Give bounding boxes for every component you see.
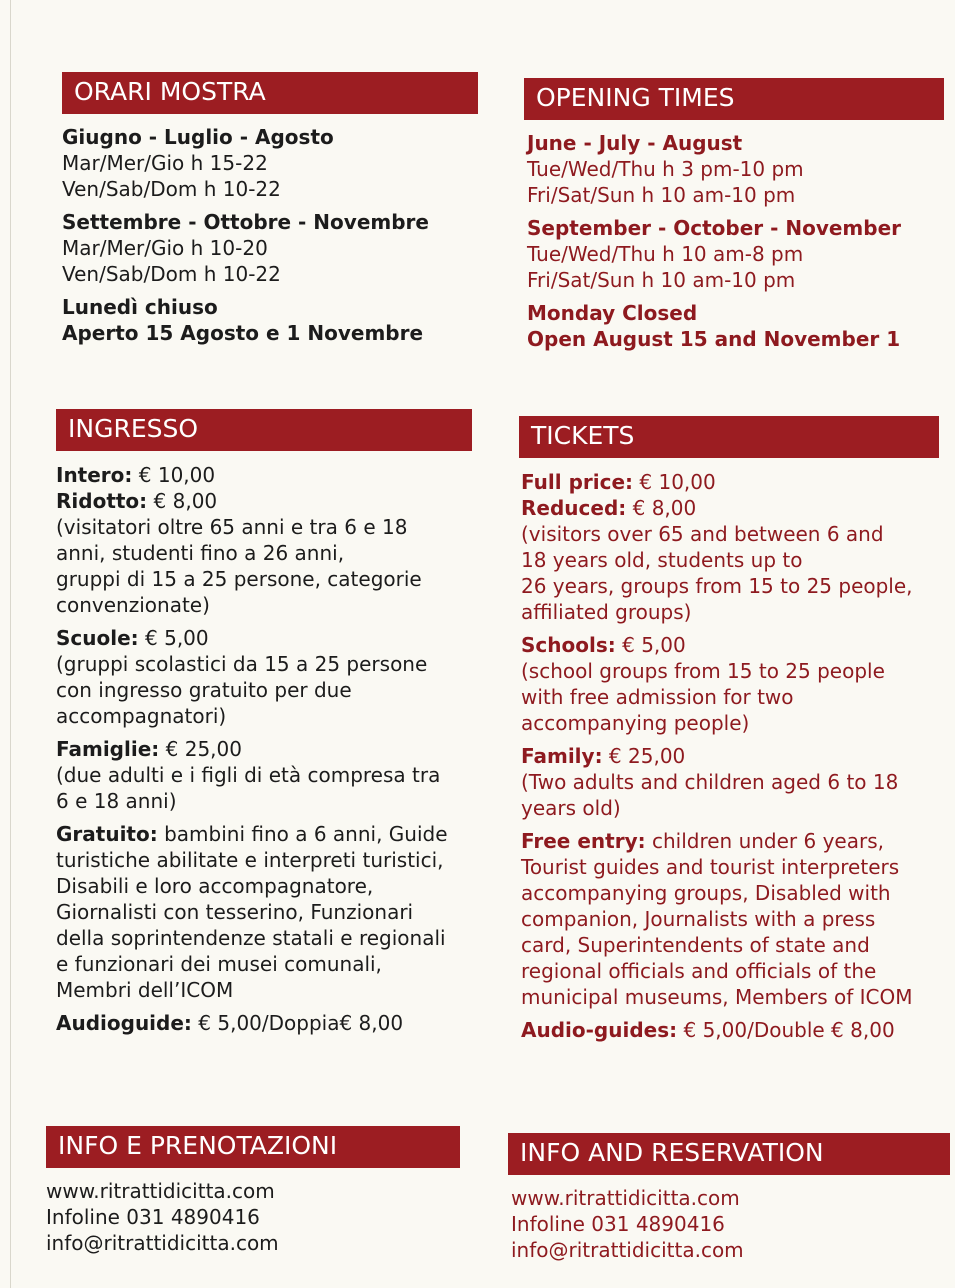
- it-free-entry: Gratuito: bambini fino a 6 anni, Guide: [56, 822, 448, 846]
- it-reduced-note: anni, studenti fino a 26 anni,: [56, 541, 345, 565]
- it-full-price: Intero: € 10,00: [56, 463, 216, 487]
- en-hours-block: [527, 130, 901, 352]
- en-autumn-weekdays: Tue/Wed/Thu h 10 am-8 pm: [527, 242, 804, 266]
- en-free-note: card, Superintendents of state and: [521, 933, 870, 957]
- it-hours-title: ORARI MOSTRA: [74, 77, 266, 106]
- it-autumn-months: Settembre - Ottobre - Novembre: [62, 210, 429, 234]
- it-autumn-weekdays: Mar/Mer/Gio h 10-20: [62, 236, 268, 260]
- it-audioguide-price: Audioguide: € 5,00/Doppia€ 8,00: [56, 1011, 404, 1035]
- en-summer-weekend: Fri/Sat/Sun h 10 am-10 pm: [527, 183, 796, 207]
- en-tickets-title: TICKETS: [531, 421, 635, 450]
- en-full-price: Full price: € 10,00: [521, 470, 716, 494]
- en-reduced-note: 26 years, groups from 15 to 25 people,: [521, 574, 913, 598]
- en-tickets-header: [519, 416, 939, 458]
- en-free-note: municipal museums, Members of ICOM: [521, 985, 913, 1009]
- it-reduced-price: Ridotto: € 8,00: [56, 489, 218, 513]
- en-schools-price: Schools: € 5,00: [521, 633, 686, 657]
- it-website-link[interactable]: www.ritrattidicitta.com: [46, 1179, 275, 1203]
- en-autumn-months: September - October - November: [527, 216, 902, 240]
- en-hours-title: OPENING TIMES: [536, 83, 735, 112]
- it-hours-header: [62, 72, 478, 114]
- it-reduced-note: convenzionate): [56, 593, 210, 617]
- it-free-note: della soprintendenze statali e regionali: [56, 926, 446, 950]
- en-hours-header: [524, 78, 944, 120]
- en-reduced-note: (visitors over 65 and between 6 and: [521, 522, 884, 546]
- en-info-header: [508, 1133, 950, 1175]
- en-family-note: years old): [521, 796, 621, 820]
- it-summer-weekend: Ven/Sab/Dom h 10-22: [62, 177, 281, 201]
- en-email-link[interactable]: info@ritrattidicitta.com: [511, 1238, 744, 1262]
- en-family-note: (Two adults and children aged 6 to 18: [521, 770, 899, 794]
- it-hours-block: [62, 124, 429, 346]
- it-summer-months: Giugno - Luglio - Agosto: [62, 125, 334, 149]
- it-autumn-weekend: Ven/Sab/Dom h 10-22: [62, 262, 281, 286]
- en-free-note: accompanying groups, Disabled with: [521, 881, 891, 905]
- it-tickets-block: [56, 462, 448, 1036]
- it-free-note: Disabili e loro accompagnatore,: [56, 874, 374, 898]
- en-free-note: Tourist guides and tourist interpreters: [521, 855, 900, 879]
- it-phone: Infoline 031 4890416: [46, 1205, 260, 1229]
- en-schools-note: with free admission for two: [521, 685, 794, 709]
- en-website-link[interactable]: www.ritrattidicitta.com: [511, 1186, 740, 1210]
- it-info-block: [46, 1178, 279, 1256]
- it-schools-note: accompagnatori): [56, 704, 227, 728]
- it-free-note: e funzionari dei musei comunali,: [56, 952, 382, 976]
- it-schools-note: (gruppi scolastici da 15 a 25 persone: [56, 652, 428, 676]
- en-schools-note: (school groups from 15 to 25 people: [521, 659, 885, 683]
- it-info-title: INFO E PRENOTAZIONI: [58, 1131, 338, 1160]
- it-tickets-header: [56, 409, 472, 451]
- it-family-note: 6 e 18 anni): [56, 789, 177, 813]
- it-email-link[interactable]: info@ritrattidicitta.com: [46, 1231, 279, 1255]
- it-family-price: Famiglie: € 25,00: [56, 737, 242, 761]
- it-free-note: turistiche abilitate e interpreti turistici,: [56, 848, 444, 872]
- en-info-title: INFO AND RESERVATION: [520, 1138, 824, 1167]
- en-reduced-price: Reduced: € 8,00: [521, 496, 697, 520]
- en-autumn-weekend: Fri/Sat/Sun h 10 am-10 pm: [527, 268, 796, 292]
- en-summer-weekdays: Tue/Wed/Thu h 3 pm-10 pm: [527, 157, 804, 181]
- en-summer-months: June - July - August: [527, 131, 743, 155]
- en-reduced-note: affiliated groups): [521, 600, 692, 624]
- it-schools-note: con ingresso gratuito per due: [56, 678, 352, 702]
- it-schools-price: Scuole: € 5,00: [56, 626, 209, 650]
- en-phone: Infoline 031 4890416: [511, 1212, 725, 1236]
- en-schools-note: accompanying people): [521, 711, 750, 735]
- en-free-note: companion, Journalists with a press: [521, 907, 876, 931]
- it-info-header: [46, 1126, 460, 1168]
- it-tickets-title: INGRESSO: [68, 414, 199, 443]
- it-family-note: (due adulti e i figli di età compresa tra: [56, 763, 441, 787]
- en-closed-day: Monday Closed: [527, 301, 698, 325]
- it-open-days: Aperto 15 Agosto e 1 Novembre: [62, 321, 424, 345]
- it-free-note: Giornalisti con tesserino, Funzionari: [56, 900, 414, 924]
- en-tickets-block: [521, 469, 913, 1043]
- en-free-note: regional officials and officials of the: [521, 959, 877, 983]
- it-reduced-note: (visitatori oltre 65 anni e tra 6 e 18: [56, 515, 408, 539]
- en-free-entry: Free entry: children under 6 years,: [521, 829, 884, 853]
- page-fold-line: [10, 0, 11, 1288]
- it-reduced-note: gruppi di 15 a 25 persone, categorie: [56, 567, 422, 591]
- en-open-days: Open August 15 and November 1: [527, 327, 901, 351]
- it-free-note: Membri dell’ICOM: [56, 978, 234, 1002]
- it-closed-day: Lunedì chiuso: [62, 295, 218, 319]
- en-reduced-note: 18 years old, students up to: [521, 548, 803, 572]
- en-audioguide-price: Audio-guides: € 5,00/Double € 8,00: [521, 1018, 895, 1042]
- en-family-price: Family: € 25,00: [521, 744, 686, 768]
- it-summer-weekdays: Mar/Mer/Gio h 15-22: [62, 151, 268, 175]
- en-info-block: [511, 1185, 744, 1263]
